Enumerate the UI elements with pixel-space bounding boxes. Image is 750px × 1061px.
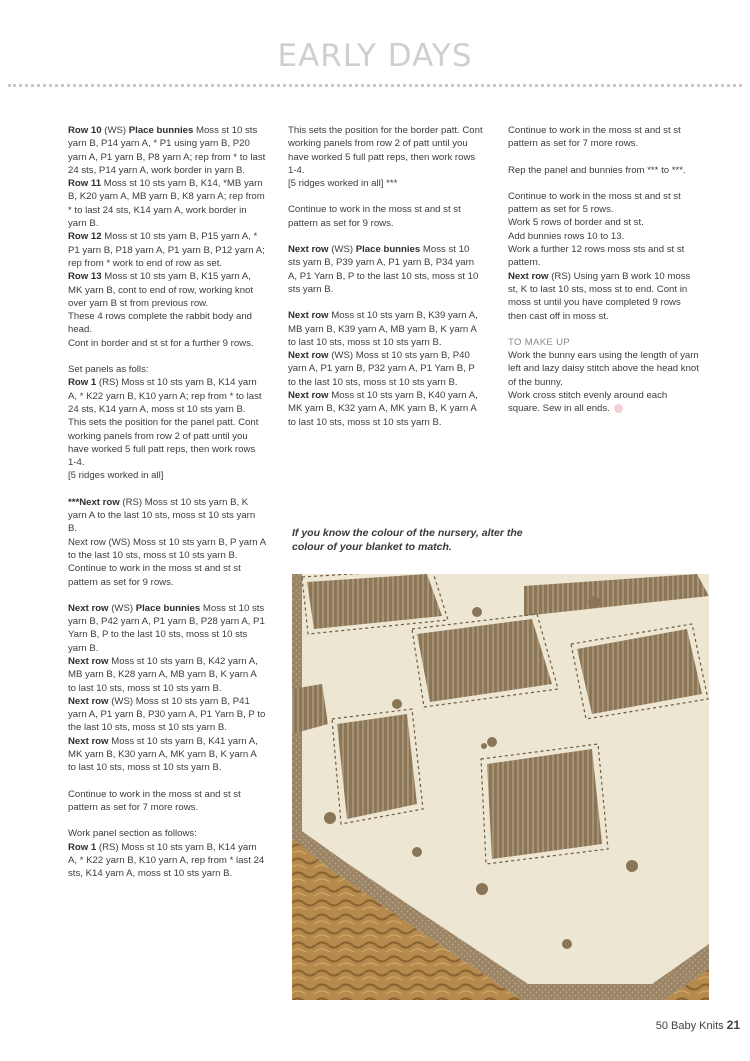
pattern-column-1 (68, 124, 266, 880)
instruction-text: Rep the panel and bunnies from *** to ***. (508, 164, 686, 176)
dotted-divider (8, 84, 742, 87)
instruction-text: This sets the position for the panel patt. Cont working panels from row 2 of patt until you have worked 5 full patt reps, then work rows 1-4. (68, 417, 259, 469)
magazine-name: 50 Baby Knits (655, 1020, 724, 1032)
instruction-row: Row 12 Moss st 10 sts yarn B, P15 yarn A, * P1 yarn B, P18 yarn A, P1 yarn B, P12 yarn A; rep from * work to end of row as set. (68, 231, 265, 269)
instruction-text: Cont in border and st st for a further 9 rows. (68, 337, 254, 349)
instruction-text: Work cross stitch evenly around each square. Sew in all ends. (508, 390, 668, 415)
pattern-column-3 (508, 124, 700, 416)
instruction-text: Continue to work in the moss st and st st pattern as set for 7 more rows. (508, 125, 681, 150)
instruction-row: Row 13 Moss st 10 sts yarn B, K15 yarn A, MK yarn B, cont to end of row, working knot over yarn B st from previous row. (68, 271, 254, 309)
instruction-text: [5 ridges worked in all] *** (288, 178, 398, 190)
instruction-row: Row 10 (WS) Place bunnies Moss st 10 sts yarn B, P14 yarn A, * P1 using yarn B, P20 yarn A, P1 yarn B, P8 yarn A; rep from * to last 24 sts, P14 yarn A, work border in yarn B. (68, 125, 266, 176)
instruction-text: [5 ridges worked in all] (68, 470, 164, 482)
instruction-row: Row 1 (RS) Moss st 10 sts yarn B, K14 yarn A, * K22 yarn B, K10 yarn A; rep from * to last 24 sts, K14 yarn A, moss st 10 sts yarn B. (68, 377, 262, 415)
instruction-row: Next row Moss st 10 sts yarn B, K41 yarn A, MK yarn B, K30 yarn A, MK yarn B, K yarn A to last 10 sts, moss st 10 sts yarn B. (68, 735, 258, 774)
instruction-row: Next row Moss st 10 sts yarn B, K39 yarn A, MB yarn B, K39 yarn A, MB yarn B, K yarn A to last 10 sts, moss st 10 sts yarn B. (288, 310, 478, 348)
instruction-text: Continue to work in the moss st and st st pattern as set for 9 rows. (288, 204, 461, 229)
pattern-column-2 (288, 124, 483, 429)
page-number: 21 (726, 1018, 740, 1032)
instruction-row: Next row Moss st 10 sts yarn B, K42 yarn A, MB yarn B, K28 yarn A, MB yarn B, K yarn A to last 10 sts, moss st 10 sts yarn B. (68, 655, 258, 694)
instruction-row: Next row Moss st 10 sts yarn B, K40 yarn A, MK yarn B, K32 yarn A, MK yarn B, K yarn A to last 10 sts, moss st 10 sts yarn B. (288, 390, 478, 428)
page-footer (610, 1018, 740, 1032)
section-heading: TO MAKE UP (508, 336, 570, 348)
instruction-text: Work a further 12 rows moss sts and st st pattern. (508, 244, 685, 269)
instruction-row: ***Next row (RS) Moss st 10 sts yarn B, K yarn A to the last 10 sts, moss st 10 sts yarn B. (68, 496, 256, 535)
instruction-row: Next row (WS) Moss st 10 sts yarn B, P41 yarn A, P1 yarn B, P30 yarn A, P1 Yarn B, P to the last 10 sts, moss st 10 sts yarn B. (68, 695, 266, 734)
instruction-row: Row 1 (RS) Moss st 10 sts yarn B, K14 yarn A, * K22 yarn B, K10 yarn A, rep from * last 24 sts, K14 yarn A, moss st 10 sts yarn B. (68, 841, 265, 880)
instruction-row: Next row (WS) Place bunnies Moss st 10 sts yarn B, P42 yarn A, P1 yarn B, P28 yarn A, P1 Yarn B, P to the last 10 sts, moss st 10 sts yarn B. (68, 602, 265, 654)
blanket-photo (292, 574, 709, 1000)
instruction-row: Next row (WS) Place bunnies Moss st 10 sts yarn B, P39 yarn A, P1 yarn B, P34 yarn A, P1 Yarn B, P to the last 10 sts, moss st 10 sts yarn B. (288, 244, 479, 295)
instruction-text: Work the bunny ears using the length of yarn left and lazy daisy stitch above the head knot of the bunny. (508, 350, 699, 388)
instruction-text: Work 5 rows of border and st st. (508, 217, 644, 229)
instruction-text: These 4 rows complete the rabbit body and head. (68, 311, 252, 336)
end-marker-dot (614, 404, 623, 413)
instruction-row: Row 11 Moss st 10 sts yarn B, K14, *MB yarn B, K20 yarn A, MB yarn B, K8 yarn A; rep from * to last 24 sts, K14 yarn A, work border in yarn B. (68, 178, 265, 230)
instruction-text: Add bunnies rows 10 to 13. (508, 230, 625, 242)
instruction-text: This sets the position for the border patt. Cont working panels from row 2 of patt until you have worked 5 full patt reps, then work rows 1-4. (288, 125, 483, 176)
instruction-text: Set panels as folls: (68, 364, 149, 376)
instruction-row: Next row (RS) Using yarn B work 10 moss st, K to last 10 sts, moss st to end. Cont in moss st until you have completed 9 rows then cast off in moss st. (508, 270, 691, 322)
photo-caption: If you know the colour of the nursery, alter the colour of your blanket to match. (292, 527, 523, 553)
instruction-text: Continue to work in the moss st and st st pattern as set for 7 more rows. (68, 788, 241, 813)
page-title: EARLY DAYS (277, 38, 473, 74)
instruction-text: Work panel section as follows: (68, 828, 197, 840)
instruction-row: Next row (WS) Moss st 10 sts yarn B, P40 yarn A, P1 yarn B, P32 yarn A, P1 Yarn B, P to the last 10 sts, moss st 10 sts yarn B. (288, 350, 475, 388)
instruction-text: Next row (WS) Moss st 10 sts yarn B, P yarn A to the last 10 sts, moss st 10 sts yarn B. (68, 536, 266, 561)
instruction-text: Continue to work in the moss st and st st pattern as set for 5 rows. (508, 190, 681, 216)
instruction-text: Continue to work in the moss st and st st pattern as set for 9 rows. (68, 563, 241, 588)
